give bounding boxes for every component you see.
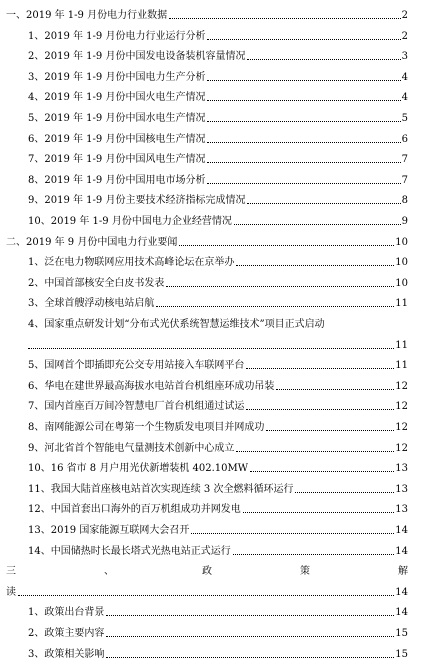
toc-page-number: 11 xyxy=(395,360,408,372)
toc-page-number: 14 xyxy=(395,545,408,557)
toc-page-number: 12 xyxy=(395,422,408,433)
toc-item[interactable] xyxy=(28,399,408,413)
dot-leader xyxy=(169,18,401,19)
toc-section-title: 读 xyxy=(6,586,16,598)
toc-item[interactable] xyxy=(28,29,408,43)
toc-page-number: 11 xyxy=(395,298,408,310)
dot-leader xyxy=(207,80,400,81)
dot-leader xyxy=(18,595,394,596)
toc-item[interactable] xyxy=(28,173,408,187)
toc-item-text: 3、2019 年 1-9 月份中国电力生产分析 xyxy=(28,71,206,83)
toc-page-number: 2 xyxy=(401,10,408,21)
toc-item[interactable] xyxy=(28,502,408,516)
dot-leader xyxy=(234,224,401,225)
toc-item[interactable] xyxy=(28,214,408,228)
toc-page-number: 4 xyxy=(401,71,408,83)
toc-page-number: 14 xyxy=(395,607,408,619)
toc-item[interactable] xyxy=(28,626,408,640)
dot-leader xyxy=(236,451,394,452)
toc-section-title-char: 解 xyxy=(398,566,408,578)
toc-item-text: 1、2019 年 1-9 月份电力行业运行分析 xyxy=(28,30,206,42)
toc-item-text: 14、中国储热时长最长塔式光热电站正式运行 xyxy=(28,545,231,557)
dot-leader xyxy=(106,657,394,658)
toc-item-text: 5、国网首个即插即充公交专用站接入车联网平台 xyxy=(28,360,245,372)
toc-section-title-char: 政 xyxy=(202,566,212,578)
dot-leader xyxy=(243,512,395,513)
toc-item-text: 2、中国首部核安全白皮书发表 xyxy=(28,277,165,289)
toc-page-number: 10 xyxy=(395,236,408,248)
toc-page-number: 15 xyxy=(395,648,408,660)
toc-item-text: 8、2019 年 1-9 月份中国用电市场分析 xyxy=(28,174,206,186)
toc-item-text: 2、2019 年 1-9 月份中国发电设备装机容量情况 xyxy=(28,51,246,63)
dot-leader xyxy=(276,389,394,390)
toc-item-text: 1、政策出台背景 xyxy=(28,607,105,619)
toc-item[interactable] xyxy=(28,132,408,146)
dot-leader xyxy=(191,533,394,534)
dot-leader xyxy=(266,430,394,431)
toc-section-title: 一、2019 年 1-9 月份电力行业数据 xyxy=(6,10,168,21)
toc-item[interactable] xyxy=(28,461,408,475)
dot-leader xyxy=(247,59,400,60)
toc-item-text: 2、政策主要内容 xyxy=(28,628,105,639)
toc-item[interactable] xyxy=(28,111,408,125)
dot-leader xyxy=(207,183,400,184)
toc-item[interactable] xyxy=(28,70,408,84)
toc-section-title: 二、2019 年 9 月份中国电力行业要闻 xyxy=(6,236,178,248)
toc-item-text: 7、国内首座百万间冷智慧电厂首台机组通过试运 xyxy=(28,401,245,413)
toc-item-text: 10、2019 年 1-9 月份中国电力企业经营情况 xyxy=(28,216,232,227)
toc-item[interactable] xyxy=(28,276,408,290)
toc-item-text: 9、2019 年 1-9 月份主要技术经济指标完成情况 xyxy=(28,195,246,207)
toc-item[interactable] xyxy=(28,255,408,269)
toc-item[interactable] xyxy=(28,605,408,619)
toc-page-number: 13 xyxy=(395,463,408,475)
toc-item-text: 4、2019 年 1-9 月份中国火电生产情况 xyxy=(28,92,206,104)
toc-item-leader-line[interactable] xyxy=(28,338,408,352)
dot-leader xyxy=(106,615,394,616)
toc-item[interactable] xyxy=(28,152,408,166)
toc-item[interactable] xyxy=(28,544,408,558)
toc-item[interactable] xyxy=(28,441,408,455)
dot-leader xyxy=(295,492,394,493)
toc-section-title-char: 、 xyxy=(104,566,114,578)
toc-item-wrapped[interactable] xyxy=(28,317,408,331)
toc-item[interactable] xyxy=(28,482,408,496)
dot-leader xyxy=(233,554,395,555)
toc-item-text: 8、南网能源公司在粤第一个生物质发电项目并网成功 xyxy=(28,422,265,433)
dot-leader xyxy=(236,265,394,266)
toc-item-text: 7、2019 年 1-9 月份中国风电生产情况 xyxy=(28,154,206,166)
toc-section-3-title-line[interactable] xyxy=(6,564,408,578)
toc-page-number: 4 xyxy=(401,92,408,104)
toc-item-text: 3、政策相关影响 xyxy=(28,648,105,660)
toc-page-number: 7 xyxy=(401,174,408,186)
toc-page-number: 8 xyxy=(401,195,408,207)
toc-page-number: 11 xyxy=(395,339,408,351)
toc-item-text: 3、全球首艘浮动核电站启航 xyxy=(28,298,155,310)
toc-page-number: 12 xyxy=(395,401,408,413)
toc-item[interactable] xyxy=(28,420,408,434)
toc-item-text: 10、16 省市 8 月户用光伏新增装机 402.10MW xyxy=(28,463,249,475)
toc-section-title-char: 策 xyxy=(300,566,310,578)
toc-page-number: 10 xyxy=(395,277,408,289)
toc-page-number: 12 xyxy=(395,380,408,392)
dot-leader xyxy=(247,203,400,204)
toc-item-text: 5、2019 年 1-9 月份中国水电生产情况 xyxy=(28,113,206,124)
toc-item-text: 13、2019 国家能源互联网大会召开 xyxy=(28,525,190,536)
dot-leader xyxy=(179,245,394,246)
toc-page-number: 12 xyxy=(395,442,408,454)
toc-page-number: 10 xyxy=(395,257,408,269)
toc-page-number: 13 xyxy=(395,483,408,495)
dot-leader xyxy=(207,100,400,101)
toc-page-number: 15 xyxy=(395,628,408,639)
toc-page-number: 2 xyxy=(401,30,408,42)
dot-leader xyxy=(207,162,400,163)
toc-item[interactable] xyxy=(28,647,408,661)
toc-page-number: 7 xyxy=(401,154,408,166)
dot-leader xyxy=(246,368,394,369)
toc-item-text: 6、2019 年 1-9 月份中国核电生产情况 xyxy=(28,133,206,145)
toc-item-text: 11、我国大陆首座核电站首次实现连续 3 次全燃料循环运行 xyxy=(28,483,294,495)
toc-page-number: 14 xyxy=(395,586,408,598)
toc-page-number: 9 xyxy=(401,216,408,227)
dot-leader xyxy=(106,636,394,637)
toc-page-number: 6 xyxy=(401,133,408,145)
toc-item[interactable] xyxy=(28,296,408,310)
dot-leader xyxy=(166,286,394,287)
toc-section-1[interactable] xyxy=(6,8,408,22)
toc-item[interactable] xyxy=(28,379,408,393)
toc-item-text: 12、中国首套出口海外的百万机组成功并网发电 xyxy=(28,504,241,516)
dot-leader xyxy=(246,409,394,410)
toc-page-number: 3 xyxy=(401,51,408,63)
dot-leader xyxy=(250,471,394,472)
toc-item[interactable] xyxy=(28,523,408,537)
toc-section-3[interactable] xyxy=(6,585,408,599)
toc-item-text: 1、泛在电力物联网应用技术高峰论坛在京举办 xyxy=(28,257,235,269)
dot-leader xyxy=(207,39,400,40)
toc-section-title-char: 三 xyxy=(6,566,16,578)
dot-leader xyxy=(156,306,394,307)
toc-page-number: 5 xyxy=(401,113,408,124)
dot-leader xyxy=(207,142,400,143)
toc-item[interactable] xyxy=(28,49,408,63)
dot-leader xyxy=(207,121,400,122)
toc-item[interactable] xyxy=(28,193,408,207)
toc-page-number: 13 xyxy=(395,504,408,516)
toc-item[interactable] xyxy=(28,358,408,372)
toc-item-text: 4、国家重点研发计划“分布式光伏系统智慧运维技术”项目正式启动 xyxy=(28,319,325,330)
toc-page-number: 14 xyxy=(395,525,408,536)
toc-section-2[interactable] xyxy=(6,235,408,249)
toc-item-text: 6、华电在建世界最高海拔水电站首台机组座环成功吊装 xyxy=(28,380,275,392)
toc-item-text: 9、河北省首个智能电气量测技术创新中心成立 xyxy=(28,442,235,454)
toc-item[interactable] xyxy=(28,90,408,104)
dot-leader xyxy=(28,348,394,349)
